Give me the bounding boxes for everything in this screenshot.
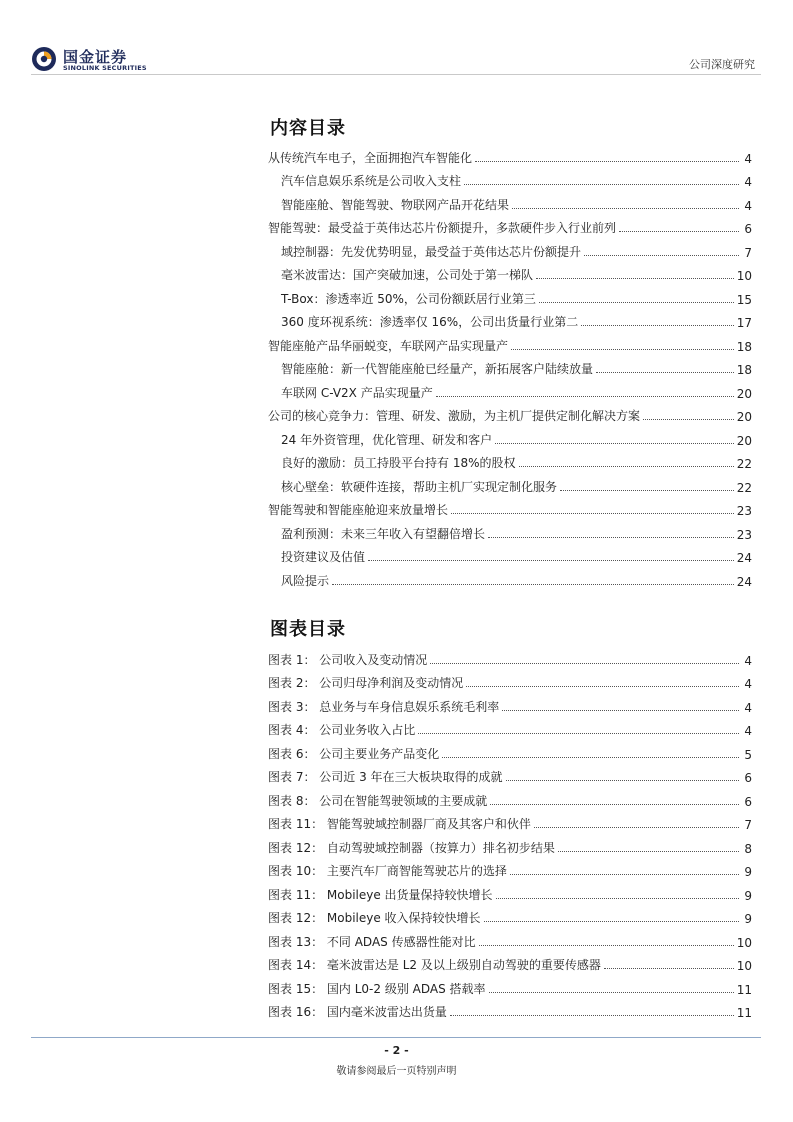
toc-entry-label: 从传统汽车电子，全面拥抱汽车智能化 [268,150,473,165]
toc-entry-page: 20 [736,410,752,424]
toc-entry[interactable] [268,518,752,542]
toc-entry-page: 18 [736,339,752,354]
toc-entry-page: 20 [736,386,752,401]
figure-entry-page: 9 [744,912,752,926]
figure-entry-label: 图表 13： 不同 ADAS 传感器性能对比 [268,934,476,949]
logo-english-name: SINOLINK SECURITIES [63,64,147,72]
figure-entry[interactable] [268,903,752,927]
header-divider [31,74,761,75]
dot-leader [581,325,734,326]
figure-entry-page: 10 [736,959,752,973]
toc-entry-page: 6 [744,222,752,236]
dot-leader [436,396,734,397]
dot-leader [643,419,734,420]
toc-entry-label: 智能座舱：新一代智能座舱已经量产，新拓展客户陆续放量 [281,362,594,376]
toc-entry-label: 风险提示 [281,573,330,588]
toc-entry[interactable] [268,307,752,331]
dot-leader [604,968,734,969]
dot-leader [511,349,734,350]
dot-leader [619,231,739,232]
figure-entry[interactable] [268,738,752,762]
dot-leader [539,302,734,303]
contents-title: 内容目录 [270,118,346,139]
toc-entry-label: 公司的核心竞争力：管理、研发、激励，为主机厂提供定制化解决方案 [268,409,641,423]
company-logo [31,46,161,74]
toc-entry-page: 7 [744,245,752,260]
figure-entry[interactable] [268,950,752,974]
dot-leader [442,757,739,758]
figure-entry-label: 图表 16： 国内毫米波雷达出货量 [268,1005,447,1019]
dot-leader [502,710,739,711]
figure-entry-page: 5 [744,747,752,762]
figure-entry-label: 图表 8： 公司在智能驾驶领域的主要成就 [268,793,488,808]
dot-leader [519,466,734,467]
toc-entry-label: 智能座舱、智能驾驶、物联网产品开花结果 [281,197,510,212]
toc-entry-label: 核心壁垒：软硬件连接，帮助主机厂实现定制化服务 [281,479,558,494]
figure-entry[interactable] [268,879,752,903]
dot-leader [584,255,739,256]
figures-list [268,644,752,1020]
footer-divider [31,1037,761,1038]
toc-entry[interactable] [268,565,752,589]
figure-entry[interactable] [268,668,752,692]
figure-entry[interactable] [268,691,752,715]
toc-entry-page: 22 [736,480,752,495]
toc-entry[interactable] [268,377,752,401]
toc-entry-page: 18 [736,363,752,377]
figure-entry[interactable] [268,926,752,950]
figure-entry-page: 6 [744,771,752,785]
figure-entry-page: 4 [744,653,752,668]
figure-entry[interactable] [268,809,752,833]
toc-entry-page: 17 [736,316,752,330]
dot-leader [512,208,739,209]
toc-entry[interactable] [268,495,752,519]
toc-entry-label: 盈利预测：未来三年收入有望翻倍增长 [281,526,486,541]
toc-entry-label: 车联网 C-V2X 产品实现量产 [281,385,433,400]
toc-entry[interactable] [268,330,752,354]
dot-leader [510,874,739,875]
figure-entry-page: 7 [744,818,752,832]
figure-entry[interactable] [268,715,752,739]
toc-entry-page: 24 [736,574,752,589]
dot-leader [484,921,739,922]
toc-entry-label: 投资建议及估值 [281,550,366,564]
toc-entry-label: T-Box：渗透率近 50%，公司份额跃居行业第三 [281,291,536,306]
dot-leader [560,490,734,491]
dot-leader [450,1015,734,1016]
toc-entry-label: 毫米波雷达：国产突破加速，公司处于第一梯队 [281,268,534,282]
dot-leader [464,184,739,185]
toc-entry-label: 智能座舱产品华丽蜕变，车联网产品实现量产 [268,338,509,353]
figure-entry-page: 9 [744,865,752,879]
toc-entry[interactable] [268,283,752,307]
figure-entry[interactable] [268,644,752,668]
figure-entry-page: 4 [744,677,752,691]
dot-leader [451,513,734,514]
figure-entry-page: 4 [744,700,752,715]
toc-entry-page: 4 [744,175,752,189]
page-header [0,0,793,80]
toc-entry-label: 智能驾驶：最受益于英伟达芯片份额提升，多款硬件步入行业前列 [268,221,617,235]
document-type: 公司深度研究 [689,58,755,71]
figure-entry-label: 图表 7： 公司近 3 年在三大板块取得的成就 [268,770,503,784]
dot-leader [558,851,739,852]
figure-entry-page: 10 [736,935,752,950]
toc-entry[interactable] [268,189,752,213]
figure-entry[interactable] [268,856,752,880]
toc-entry-label: 域控制器：先发优势明显，最受益于英伟达芯片份额提升 [281,244,582,259]
dot-leader [536,278,734,279]
figure-entry-label: 图表 12： Mobileye 收入保持较快增长 [268,911,481,925]
toc-entry-page: 4 [744,151,752,166]
contents-list [268,142,752,589]
toc-entry[interactable] [268,542,752,566]
figure-entry-label: 图表 11： 智能驾驶域控制器厂商及其客户和伙伴 [268,817,531,831]
toc-entry[interactable] [268,424,752,448]
toc-entry[interactable] [268,236,752,260]
toc-entry-page: 4 [744,198,752,213]
toc-entry[interactable] [268,401,752,425]
toc-entry-label: 360 度环视系统：渗透率仅 16%，公司出货量行业第二 [281,315,579,329]
figure-entry[interactable] [268,785,752,809]
figure-entry-page: 6 [744,794,752,809]
toc-entry-label: 汽车信息娱乐系统是公司收入支柱 [281,174,462,188]
figure-entry-label: 图表 12： 自动驾驶域控制器（按算力）排名初步结果 [268,840,555,855]
toc-entry-page: 15 [736,292,752,307]
dot-leader [488,537,734,538]
toc-entry-label: 良好的激励：员工持股平台持有 18%的股权 [281,456,516,470]
figure-entry-label: 图表 1： 公司收入及变动情况 [268,652,428,667]
dot-leader [475,161,739,162]
toc-entry[interactable] [268,142,752,166]
figure-entry[interactable] [268,997,752,1021]
dot-leader [506,780,739,781]
dot-leader [534,827,739,828]
dot-leader [466,686,739,687]
logo-chinese-name: 国金证券 [63,48,128,66]
dot-leader [418,733,739,734]
dot-leader [596,372,734,373]
figures-title: 图表目录 [270,619,346,640]
toc-entry-page: 23 [736,504,752,518]
figure-entry-page: 4 [744,724,752,738]
dot-leader [495,443,734,444]
figure-entry-label: 图表 4： 公司业务收入占比 [268,723,416,737]
dot-leader [430,663,739,664]
page-number: - 2 - [384,1044,409,1057]
figure-entry[interactable] [268,832,752,856]
disclaimer-note: 敬请参阅最后一页特别声明 [336,1066,457,1077]
figure-entry-label: 图表 3： 总业务与车身信息娱乐系统毛利率 [268,699,500,714]
toc-entry-page: 22 [736,457,752,471]
toc-entry[interactable] [268,260,752,284]
toc-entry-page: 10 [736,269,752,283]
dot-leader [368,560,734,561]
toc-entry[interactable] [268,354,752,378]
figure-entry[interactable] [268,762,752,786]
figure-entry-label: 图表 14： 毫米波雷达是 L2 及以上级别自动驾驶的重要传感器 [268,958,601,972]
figure-entry-page: 11 [736,1006,752,1020]
dot-leader [489,992,734,993]
dot-leader [479,945,734,946]
toc-entry[interactable] [268,166,752,190]
figure-entry-page: 9 [744,888,752,903]
sinolink-logo-icon [31,46,57,72]
toc-entry-page: 23 [736,527,752,542]
figure-entry-label: 图表 15： 国内 L0-2 级别 ADAS 搭载率 [268,981,486,996]
toc-entry-label: 智能驾驶和智能座舱迎来放量增长 [268,503,449,517]
toc-entry[interactable] [268,448,752,472]
figure-entry-label: 图表 2： 公司归母净利润及变动情况 [268,676,464,690]
figure-entry-label: 图表 11： Mobileye 出货量保持较快增长 [268,887,493,902]
figure-entry-page: 8 [744,841,752,856]
dot-leader [496,898,739,899]
figure-entry-label: 图表 6： 公司主要业务产品变化 [268,746,440,761]
toc-entry[interactable] [268,471,752,495]
toc-entry-page: 20 [736,433,752,448]
figure-entry-page: 11 [736,982,752,997]
dot-leader [332,584,734,585]
toc-entry-page: 24 [736,551,752,565]
figure-entry-label: 图表 10： 主要汽车厂商智能驾驶芯片的选择 [268,864,507,878]
dot-leader [490,804,739,805]
toc-entry-label: 24 年外资管理，优化管理、研发和客户 [281,432,493,447]
figure-entry[interactable] [268,973,752,997]
toc-entry[interactable] [268,213,752,237]
